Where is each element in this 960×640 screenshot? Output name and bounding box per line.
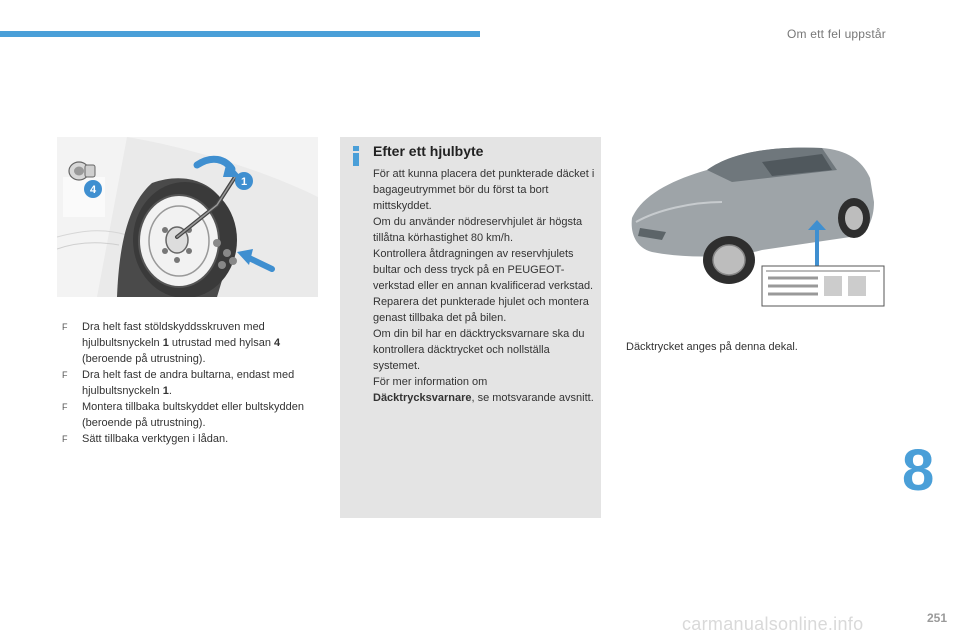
instruction-list xyxy=(62,319,332,447)
chapter-title: Om ett fel uppstår xyxy=(787,27,886,41)
instruction-item: F Montera tillbaka bultskyddet eller bultskydden (beroende på utrustning). xyxy=(62,401,304,429)
instruction-item: F Dra helt fast de andra bultarna, endast med hjulbultsnyckeln 1. xyxy=(62,369,295,397)
cross-reference: Däcktrycksvarnare xyxy=(373,392,472,404)
bullet-glyph: F xyxy=(62,370,68,380)
page-number: 251 xyxy=(926,611,947,625)
bullet-glyph: F xyxy=(62,402,68,412)
info-body xyxy=(373,166,595,406)
info-paragraph: Om du använder nödreservhjulet är högsta tillåtna körhastighet 80 km/h. xyxy=(373,216,583,244)
info-more-info: För mer information om Däcktrycksvarnare, se motsvarande avsnitt. xyxy=(373,376,594,404)
car-tyre-pressure-label-illustration xyxy=(622,140,887,308)
info-paragraph: Om din bil har en däcktrycksvarnare ska du kontrollera däcktrycket och nollställa systemet. xyxy=(373,328,585,372)
callout-1-label: 1 xyxy=(240,176,248,188)
callout-4-label: 4 xyxy=(89,184,97,196)
chapter-number: 8 xyxy=(902,438,935,503)
watermark: carmanualsonline.info xyxy=(682,614,864,634)
info-paragraph: Reparera det punkterade hjulet och montera genast tillbaka det på bilen. xyxy=(373,296,589,324)
info-heading: Efter ett hjulbyte xyxy=(373,143,484,159)
chapter-color-bar xyxy=(0,31,480,37)
instruction-item: F Dra helt fast stöldskyddsskruven med hjulbultsnyckeln 1 utrustad med hylsan 4 (beroende på utrustning). xyxy=(62,321,281,365)
info-paragraph: För att kunna placera det punkterade däcket i bagageutrymmet bör du först ta bort mittskyddet. xyxy=(373,168,595,212)
info-box xyxy=(340,137,601,518)
instruction-item: F Sätt tillbaka verktygen i lådan. xyxy=(62,433,229,445)
bullet-glyph: F xyxy=(62,322,68,332)
info-icon xyxy=(352,146,360,166)
bullet-glyph: F xyxy=(62,434,68,444)
info-paragraph: Kontrollera åtdragningen av reservhjulets bultar och dess tryck på en PEUGEOT-verkstad eller en annan kvalificerad verkstad. xyxy=(373,248,594,292)
car-caption: Däcktrycket anges på denna dekal. xyxy=(626,341,798,353)
wheel-bolt-tightening-illustration xyxy=(57,137,318,297)
